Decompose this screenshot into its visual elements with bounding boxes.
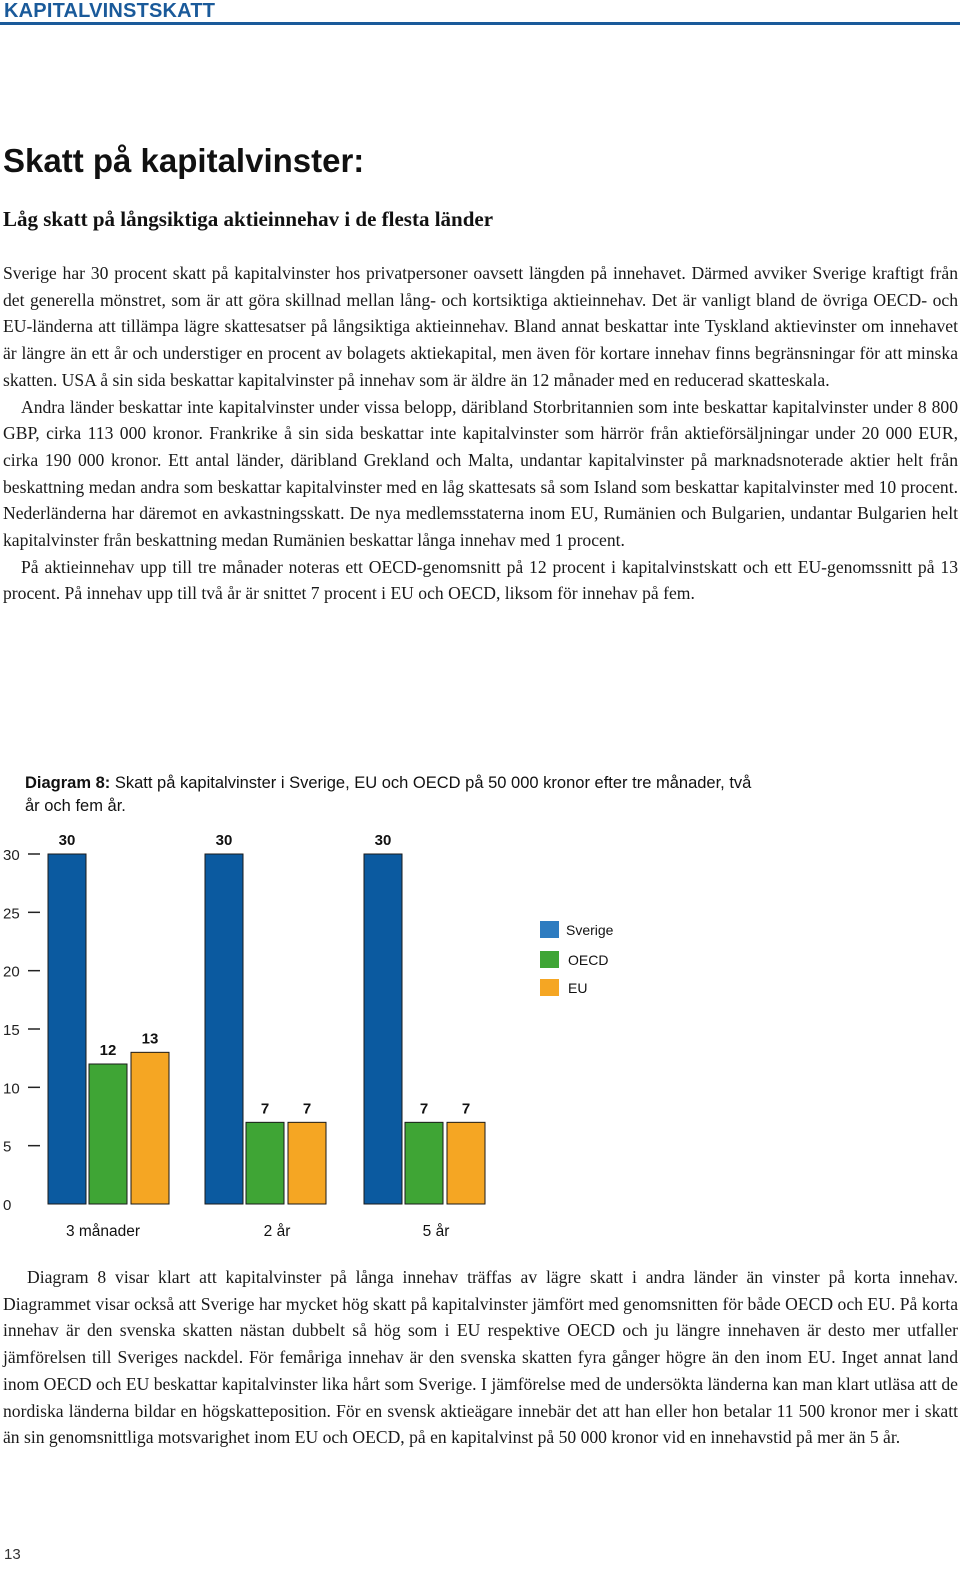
data-label: 7 <box>461 1100 471 1118</box>
legend-swatch-eu <box>540 979 559 996</box>
data-label: 13 <box>141 1030 159 1048</box>
bar-chart <box>0 830 960 1250</box>
header-rule <box>0 22 960 25</box>
intro-paragraph: Andra länder beskattar inte kapitalvinster under vissa belopp, däribland Storbritannien som inte beskattar kapitalvinster under 8 800 GBP, cirka 113 000 kronor. Frankrike å sin sida beskattar inte kapitalvinster som härrör från aktieförsäljningar under 20 000 EUR, cirka 190 000 kronor. Ett antal länder, däribland Grekland och Malta, undantar kapitalvinster på marknadsnoterade aktier helt från beskattning medan andra som beskattar kapitalvinster med en låg skattesats så som Island som beskattar kapitalvinster med 10 procent. Nederländerna har däremot en avkastningsskatt. De nya medlemsstaterna inom EU, Rumänien och Bulgarien, undantar Bulgarien helt kapitalvinster från beskattning medan Rumänien beskattar långa innehav med 1 procent. <box>3 396 958 551</box>
legend-swatch-oecd <box>540 951 559 968</box>
data-label: 30 <box>215 832 233 849</box>
y-tick-label: 10 <box>3 1080 20 1098</box>
page-number: 13 <box>4 1546 21 1563</box>
intro-paragraph: Sverige har 30 procent skatt på kapitalvinster hos privatpersoner oavsett längden på innehavet. Därmed avviker Sverige kraftigt från det generella mönstret, som är att göra skillnad mellan lång- och kortsiktiga aktieinnehav. Det är vanligt bland de övriga OECD- och EU-länderna att tillämpa lägre skattesatser på långsiktiga aktieinnehav. Bland annat beskattar inte Tyskland aktievinster om innehavet är längre än ett år och understiger en procent av bolagets aktiekapital, men även för kortare innehav finns begränsningar för att minska skatten. USA å sin sida beskattar kapitalvinster på innehav som är äldre än 12 månader med en reducerad skatteskala. <box>3 263 958 390</box>
data-label: 12 <box>99 1042 117 1059</box>
intro-paragraph: På aktieinnehav upp till tre månader noteras ett OECD-genomsnitt på 12 procent i kapitalvinstskatt och ett EU-genomssnitt på 13 procent. På innehav upp till två år är snittet 7 procent i EU och OECD, liksom för innehav på fem. <box>3 556 958 604</box>
legend-label: EU <box>568 980 588 996</box>
data-label: 7 <box>260 1100 270 1118</box>
bar-oecd <box>246 1122 284 1204</box>
bar-eu <box>288 1122 326 1204</box>
data-label: 7 <box>302 1100 312 1118</box>
data-label: 30 <box>374 832 392 849</box>
data-label: 7 <box>419 1100 429 1118</box>
bar-sverige <box>364 854 402 1204</box>
legend-swatch-sverige <box>540 921 559 938</box>
bar-sverige <box>205 854 243 1204</box>
page-title: Skatt på kapitalvinster: <box>3 142 365 179</box>
y-tick-label: 0 <box>3 1197 12 1214</box>
y-tick-label: 5 <box>3 1138 12 1156</box>
outro-text <box>3 1264 958 1451</box>
intro-text <box>3 260 958 607</box>
x-category-label: 2 år <box>263 1223 291 1240</box>
y-tick-label: 15 <box>3 1022 20 1039</box>
y-tick-label: 25 <box>3 905 20 923</box>
bar-oecd <box>405 1122 443 1204</box>
legend-label: OECD <box>568 952 609 968</box>
section-header: KAPITALVINSTSKATT <box>4 0 216 22</box>
diagram-caption <box>25 772 755 818</box>
y-tick-label: 20 <box>3 963 20 981</box>
x-category-label: 5 år <box>422 1223 450 1240</box>
outro-paragraph: Diagram 8 visar klart att kapitalvinster på långa innehav träffas av lägre skatt i andra länder än vinster på korta innehav. Diagrammet visar också att Sverige har mycket hög skatt på kapitalvinster jämfört med genomsnitten för både OECD och EU. På korta innehav är den svenska skatten nästan dubbelt så hög som i EU respektive OECD och ju längre innehaven är desto mer utfaller jämförelsen till Sveriges nackdel. För femåriga innehav är den svenska skatten fyra gånger högre än den inom EU. Inget annat land inom OECD och EU beskattar kapitalvinster lika hårt som Sverige. I jämförelse med de undersökta länderna kan man klart utläsa att de nordiska länderna bildar en högskatteposition. För en svensk aktieägare innebär det att han eller hon betalar 11 500 kronor mer i skatt än sin genomsnittliga motsvarighet inom EU och OECD, på en kapitalvinst på 50 000 kronor vid en innehavstid på mer än 5 år. <box>3 1267 958 1448</box>
diagram-caption-text: Skatt på kapitalvinster i Sverige, EU och OECD på 50 000 kronor efter tre månader, två år och fem år. <box>25 774 752 815</box>
bar-sverige <box>48 854 86 1204</box>
page-subtitle: Låg skatt på långsiktiga aktieinnehav i de flesta länder <box>3 207 494 231</box>
data-label: 30 <box>58 832 76 849</box>
legend-label: Sverige <box>566 922 614 938</box>
x-category-label: 3 månader <box>65 1223 141 1240</box>
bar-eu <box>447 1122 485 1204</box>
y-tick-label: 30 <box>3 847 20 864</box>
diagram-label: Diagram 8: <box>25 774 111 792</box>
bar-eu <box>131 1052 169 1204</box>
bar-oecd <box>89 1064 127 1204</box>
